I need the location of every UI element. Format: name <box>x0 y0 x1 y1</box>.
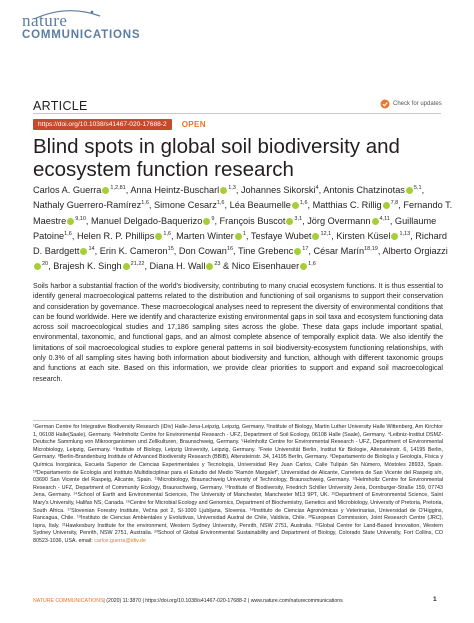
author-separator: , <box>94 246 100 257</box>
page-number: 1 <box>433 596 437 603</box>
journal-logo <box>22 12 140 41</box>
author-name: Diana H. Wall <box>149 261 206 272</box>
author-affiliation-marker: 1,3 <box>228 185 236 191</box>
author-list <box>33 182 453 274</box>
orcid-icon[interactable] <box>123 263 130 270</box>
header-divider <box>33 113 441 114</box>
article-title: Blind spots in global soil biodiversity and ecosystem function research <box>33 135 400 181</box>
author-affiliation-marker: 23 <box>214 261 221 268</box>
author-name: Matthias C. Rillig <box>312 200 382 211</box>
check-updates-label: Check for updates <box>393 101 442 107</box>
footer-citation: | (2020) 11:3870 | https://doi.org/10.1038/s41467-020-17688-2 | www.nature.com/naturecommunications <box>103 598 343 604</box>
author-name: Nathaly Guerrero-Ramírez <box>33 200 142 211</box>
author[interactable] <box>91 216 214 226</box>
orcid-icon[interactable] <box>206 263 213 270</box>
orcid-icon[interactable] <box>220 187 227 194</box>
author[interactable] <box>150 261 221 271</box>
author-separator: , <box>308 246 314 257</box>
check-updates-icon <box>380 99 390 109</box>
author-name: Anna Heintz-Buscharl <box>130 185 220 196</box>
author-separator: , <box>318 185 324 196</box>
author-name: Erin K. Cameron <box>99 246 168 257</box>
orcid-icon[interactable] <box>294 248 301 255</box>
author-name: Simone Cesarz <box>154 200 217 211</box>
author-name: Richard D. Bardgett <box>33 230 447 257</box>
author-separator: , <box>214 215 220 226</box>
page-footer <box>33 598 443 604</box>
author-affiliation-marker: 20 <box>42 261 49 268</box>
author-affiliation-marker: 1,6 <box>64 230 72 237</box>
author-name: Helen R. P. Phillips <box>76 230 155 241</box>
author[interactable] <box>314 246 378 256</box>
author-separator: , <box>302 215 308 226</box>
author-name: Don Cowan <box>178 246 227 257</box>
author-name: Tesfaye Wubet <box>250 230 312 241</box>
author[interactable] <box>33 200 149 210</box>
orcid-icon[interactable] <box>372 218 379 225</box>
author-affiliation-marker: 4 <box>315 185 319 191</box>
author-separator: , <box>125 185 131 196</box>
author[interactable] <box>33 185 126 195</box>
author-affiliation-marker: 15 <box>167 246 174 253</box>
open-access-label: OPEN <box>181 120 206 129</box>
logo-arc-icon <box>32 8 102 20</box>
author[interactable] <box>251 231 331 241</box>
author[interactable] <box>241 185 319 195</box>
doi-row <box>33 119 206 130</box>
affiliations-divider <box>33 420 441 421</box>
author[interactable] <box>77 231 171 241</box>
author[interactable] <box>323 185 421 195</box>
author-separator: , <box>389 215 395 226</box>
author-affiliation-marker: 9,10 <box>75 215 86 222</box>
footer-journal-name: NATURE COMMUNICATIONS <box>33 598 104 604</box>
author[interactable] <box>307 216 390 226</box>
orcid-icon[interactable] <box>80 248 87 255</box>
corresponding-email-link[interactable]: carlos.guerra@idiv.de <box>94 537 146 544</box>
author[interactable] <box>336 231 410 241</box>
author-separator: , <box>233 246 238 257</box>
orcid-icon[interactable] <box>235 233 242 240</box>
author-name: Guillaume Patoine <box>33 215 437 241</box>
orcid-icon[interactable] <box>292 202 299 209</box>
author-affiliation-marker: 1,6 <box>308 261 316 268</box>
author-affiliation-marker: 9 <box>211 215 215 222</box>
author[interactable] <box>232 261 316 271</box>
author-separator: , <box>48 261 54 272</box>
author-separator: , <box>307 200 313 211</box>
author-separator: & <box>220 261 232 272</box>
author-affiliation-marker: 16 <box>226 246 234 253</box>
author[interactable] <box>238 246 308 256</box>
author-affiliation-marker: 1,2,81 <box>110 185 126 191</box>
author[interactable] <box>313 200 399 210</box>
author-separator: , <box>377 246 383 257</box>
author-affiliation-marker: 1,6 <box>216 200 225 207</box>
author-name: Jörg Overmann <box>307 215 371 226</box>
author-separator: , <box>398 200 404 211</box>
orcid-icon[interactable] <box>383 202 390 209</box>
orcid-icon[interactable] <box>300 263 307 270</box>
check-for-updates-button[interactable] <box>380 99 442 109</box>
author-name: Manuel Delgado-Baquerizo <box>91 215 203 226</box>
author-separator: , <box>144 261 150 272</box>
author[interactable] <box>154 200 224 210</box>
author-affiliation-marker: 1,6 <box>299 200 308 207</box>
author-affiliation-marker: 21,22 <box>130 261 145 268</box>
author[interactable] <box>220 216 303 226</box>
author-separator: , <box>245 230 251 241</box>
author-separator: , <box>71 230 77 241</box>
author[interactable] <box>53 261 144 271</box>
author-separator: , <box>171 230 177 241</box>
author-affiliation-marker: 1 <box>242 230 246 237</box>
author-name: Kirsten Küsel <box>336 230 391 241</box>
author[interactable] <box>179 246 233 256</box>
orcid-icon[interactable] <box>67 218 74 225</box>
author-separator: , <box>85 215 92 226</box>
author-affiliation-marker: 1,6 <box>141 200 149 207</box>
orcid-icon[interactable] <box>203 218 210 225</box>
author-name: Antonis Chatzinotas <box>323 185 405 196</box>
author-separator: , <box>173 246 179 257</box>
orcid-icon[interactable] <box>155 233 162 240</box>
author-affiliation-marker: 7,8 <box>390 200 399 207</box>
orcid-icon[interactable] <box>406 187 413 194</box>
author-affiliation-marker: 17 <box>302 246 309 253</box>
author-affiliation-marker: 12,1 <box>320 230 332 237</box>
author-affiliation-marker: 1,6 <box>163 230 172 237</box>
author-name: Carlos A. Guerra <box>33 185 102 196</box>
orcid-icon[interactable] <box>312 233 319 240</box>
author-separator: , <box>410 230 416 241</box>
affiliations-text: ¹German Centre for Integrative Biodiversity Research (iDiv) Halle-Jena-Leipzig, Leipzig, Germany. ²Institute of Biology, Martin Luther University Halle Wittenberg, Am Kirchtor 1, 06108 Halle(Saale), Germany. ³Helmholtz Centre for Environmental Research - UFZ, Department of Soil Ecology, 06108 Halle (Saale), Germany. ⁴Leibniz-Institut DSMZ-Deutsche Sammlung von Mikroorganismen und Zellkulturen, Braunschweig, Germany. ⁵Helmholtz Centre for Environmental Research - UFZ, Department of Environmental Microbiology, Leipzig, Germany. ⁶Institute of Biology, Leipzig University, Leipzig, Germany. ⁷Freie Universität Berlin, Institut für Biologie, Altensteinstr. 6, 14195 Berlin, Germany. ⁸Berlin-Brandenburg Institute of Advanced Biodiversity Research (BBIB), Altensteinstr. 34, 14195 Berlin, Germany. ⁹Departamento de Biología y Geología, Física y Química Inorgánica, Escuela Superior de Ciencias Experimentales y Tecnología, Universidad Rey Juan Carlos, Calle Tulipán Sin Número, Móstoles 28933, Spain. ¹⁰Departamento de Ecología and Instituto Multidisciplinar para el Estudio del Medio “Ramón Margalef”, Universidad de Alicante, Carretera de San Vicente del Raspeig s/n, 03690 San Vicente del Raspeig, Alicante, Spain. ¹¹Microbiology, Braunschweig University of Technology, Braunschweig, Germany. ¹²Helmholtz Centre for Environmental Research - UFZ, Department of Community Ecology, Braunschweig, Germany. ¹³Institute of Biodiversity, Friedrich Schiller University Jena, Dornburger-Straße 159, 07743 Jena, Germany. ¹⁴School of Earth and Environmental Sciences, The University of Manchester, Manchester M13 9PT, UK. ¹⁵Department of Environmental Science, Saint Mary's University, Halifax NS, Canada. ¹⁶Centre for Microbial Ecology and Genomics, Department of Biochemistry, Genetics and Microbiology, University of Pretoria, Pretoria, South Africa. ¹⁷Slovenian Forestry Institute, Večna pot 2, SI-1000 Ljubljana, Slovenia. ¹⁸Instituto de Ciencias Agronómicas y Veterinarias, Universidad de O'Higgins, Rancagua, Chile. ¹⁹Instituto de Ciencias Ambientales y Evolutivas, Universidad Austral de Chile, Valdivia, Chile. ²⁰European Commission, Joint Research Centre (JRC), Ispra, Italy. ²¹Hawkesbury Institute for the environment, Western Sydney University, Penrith, NSW 2751, Australia. ²²Global Centre for Land-Based Innovation, Western Sydney University, Penrith, NSW 2751, Australia. ²³School of Global Environmental Sustainability and Department of Biology, Colorado State University, Fort Collins, CO 80523-1036, USA. <box>33 424 443 544</box>
author-affiliation-marker: 18,19 <box>364 246 378 253</box>
orcid-icon[interactable] <box>391 233 398 240</box>
author-name: Alberto Orgiazzi <box>382 246 448 257</box>
author-name: Marten Winter <box>176 230 234 241</box>
author-separator: , <box>224 200 230 211</box>
affiliations <box>33 424 443 546</box>
author-name: François Buscot <box>219 215 286 226</box>
author-name: Nico Eisenhauer <box>231 261 300 272</box>
author-affiliation-marker: 4,11 <box>379 215 390 222</box>
author-separator: , <box>331 230 337 241</box>
author[interactable] <box>230 200 308 210</box>
author[interactable] <box>100 246 174 256</box>
author-separator: , <box>421 185 425 196</box>
author-name: César Marín <box>313 246 365 257</box>
orcid-icon[interactable] <box>102 187 109 194</box>
author-affiliation-marker: 3,1 <box>294 215 303 222</box>
author-name: Fernando T. Maestre <box>33 200 453 226</box>
logo-communications-text: COMMUNICATIONS <box>22 29 141 41</box>
author[interactable] <box>176 231 246 241</box>
author-name: Johannes Sikorski <box>240 185 316 196</box>
author-name: Brajesh K. Singh <box>53 261 122 272</box>
author-affiliation-marker: 5,1 <box>413 185 422 191</box>
article-type-label: ARTICLE <box>33 99 88 113</box>
author-affiliation-marker: 14 <box>88 246 95 253</box>
author-name: Tine Grebenc <box>237 246 294 257</box>
abstract: Soils harbor a substantial fraction of the world's biodiversity, contributing to many crucial ecosystem functions. It is thus essential to identify general macroecological patterns related to the distribution and functioning of soil organisms to support their conservation and consideration by governance. These macroecological analyses need to represent the diversity of environmental conditions that can be found worldwide. Here we identify and characterize existing environmental gaps in soil taxa and ecosystem functioning data across soil macroecological studies and 17,186 sampling sites across the globe. These data gaps include important spatial, environmental, taxonomic, and functional gaps, and an almost complete absence of temporally explicit data. We also identify the limitations of soil macroecological studies to explore general patterns in soil biodiversity-ecosystem functioning relationships, with only 0.3% of all sampling sites having both information about biodiversity and function, although with different taxonomic groups and functions at each site. Based on this information, we provide clear priorities to support and expand soil macroecological research. <box>33 283 443 383</box>
doi-link[interactable]: https://doi.org/10.1038/s41467-020-17688-2 <box>33 119 172 130</box>
orcid-icon[interactable] <box>286 218 293 225</box>
author-affiliation-marker: 1,13 <box>399 230 411 237</box>
author[interactable] <box>130 185 236 195</box>
logo-nature-text: nature <box>22 11 68 30</box>
affiliations-email-label: email: <box>78 537 95 544</box>
orcid-icon[interactable] <box>34 263 41 270</box>
author-separator: , <box>235 185 241 196</box>
author-name: Léa Beaumelle <box>229 200 291 211</box>
author-separator: , <box>148 200 155 211</box>
